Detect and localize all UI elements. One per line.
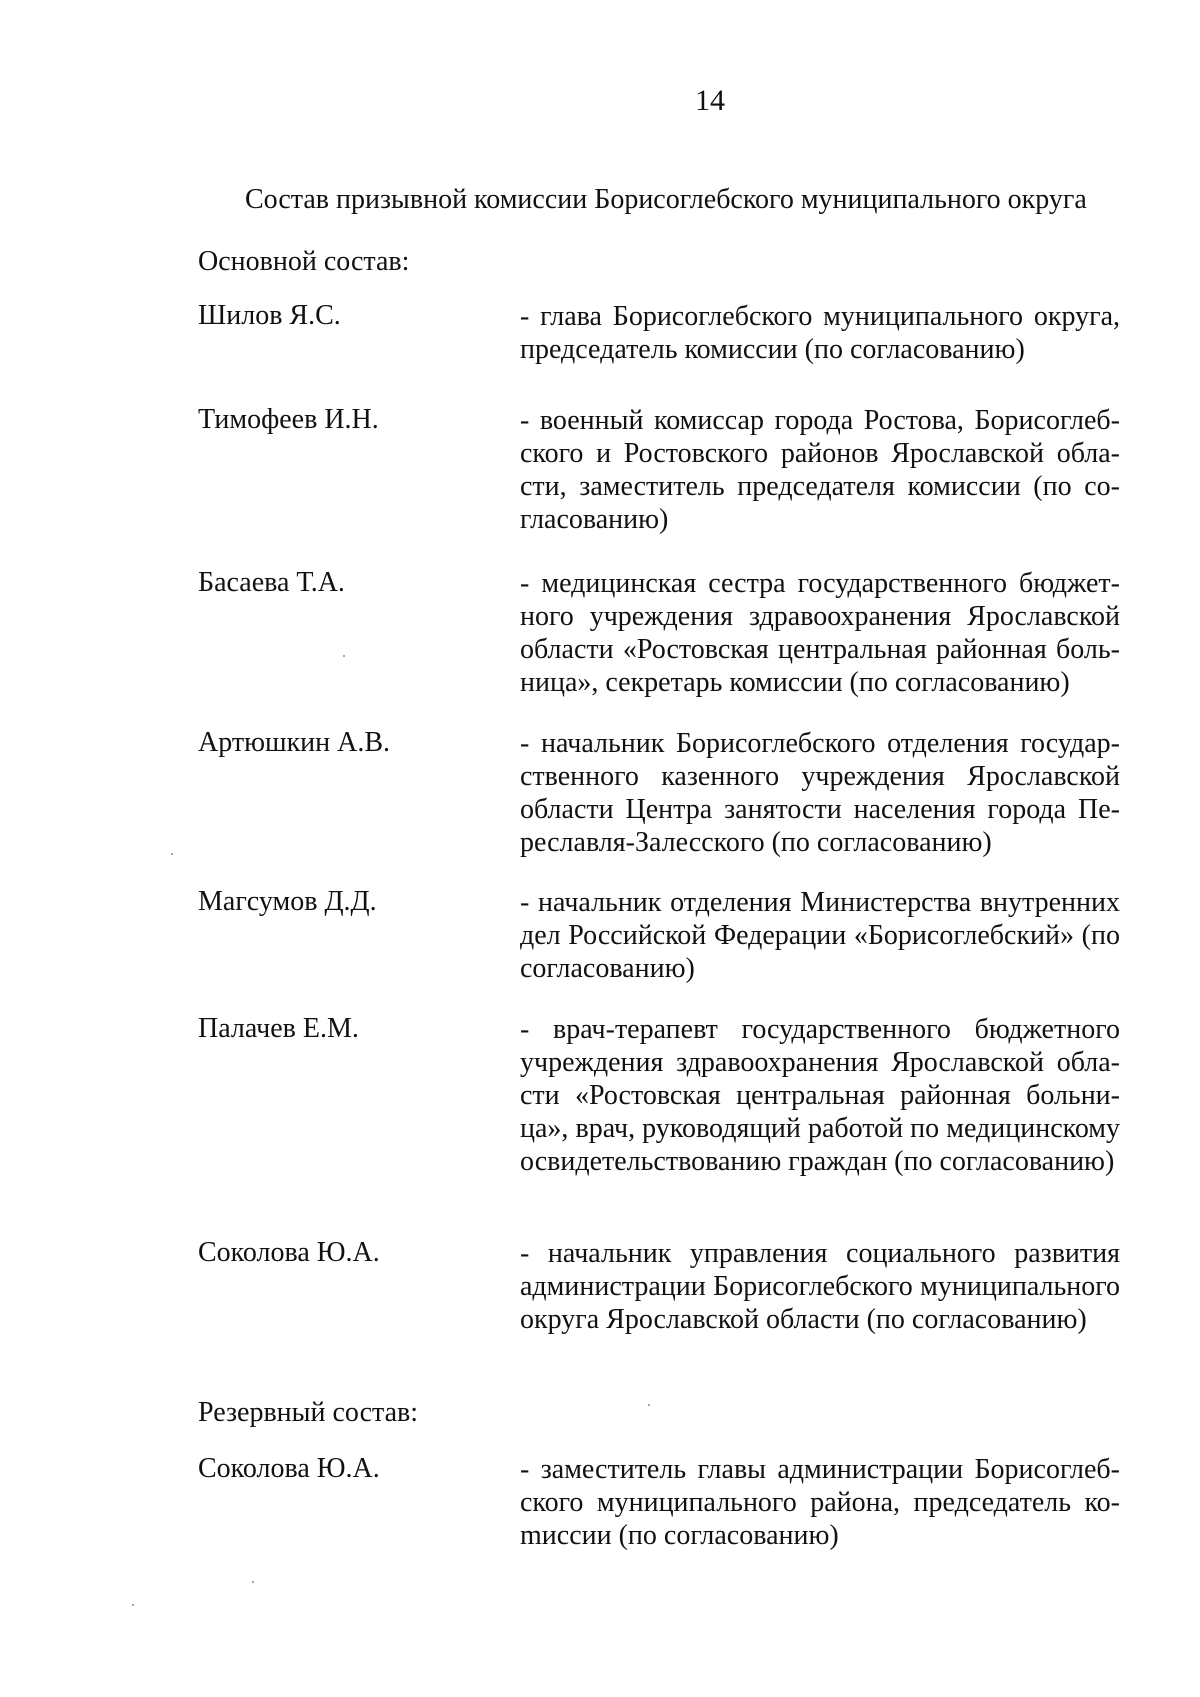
main-section-label: Основной состав: xyxy=(198,246,410,277)
member-role: - заместитель главы администрации Борисоглебского муниципального района, председатель коmиссии (по согласованию) xyxy=(520,1454,1120,1551)
member-role: - начальник управления социального развития администрации Борисоглебского муниципального округа Ярославской области (по согласованию) xyxy=(520,1238,1120,1335)
document-title: Состав призывной комиссии Борисоглебского муниципального округа xyxy=(245,184,1087,215)
member-role: - врач-терапевт государственного бюджетного учреждения здравоохранения Ярославской области «Ростовская центральная районная больница», врач, руководящий работой по медицинскому освидетельствованию граждан (по согласованию) xyxy=(520,1014,1120,1177)
member-role: - военный комиссар города Ростова, Борисоглебского и Ростовского районов Ярославской области, заместитель председателя комиссии (по согласованию) xyxy=(520,405,1120,535)
scan-speck xyxy=(132,1604,134,1606)
member-name: Палачев Е.М. xyxy=(198,1013,359,1044)
member-role: - начальник отделения Министерства внутренних дел Российской Федерации «Борисоглебский» (по согласованию) xyxy=(520,887,1120,984)
scan-speck xyxy=(648,1404,650,1406)
member-name: Шилов Я.С. xyxy=(198,300,341,331)
member-name: Магсумов Д.Д. xyxy=(198,886,377,917)
member-name: Тимофеев И.Н. xyxy=(198,404,379,435)
member-role: - глава Борисоглебского муниципального округа, председатель комиссии (по согласованию) xyxy=(520,301,1120,365)
scan-speck xyxy=(343,655,345,657)
page-number: 14 xyxy=(695,84,725,117)
member-name: Соколова Ю.А. xyxy=(198,1453,380,1484)
member-name: Артюшкин А.В. xyxy=(198,727,391,758)
member-role: - медицинская сестра государственного бюджетного учреждения здравоохранения Ярославской области «Ростовская центральная районная больница», секретарь комиссии (по согласованию) xyxy=(520,568,1120,698)
member-name: Соколова Ю.А. xyxy=(198,1237,380,1268)
scan-speck xyxy=(171,853,173,855)
scan-speck xyxy=(252,1581,254,1583)
member-name: Басаева Т.А. xyxy=(198,567,345,598)
reserve-section-label: Резервный состав: xyxy=(198,1397,419,1428)
member-role: - начальник Борисоглебского отделения государственного казенного учреждения Ярославской области Центра занятости населения города Переславля-Залесского (по согласованию) xyxy=(520,728,1120,858)
